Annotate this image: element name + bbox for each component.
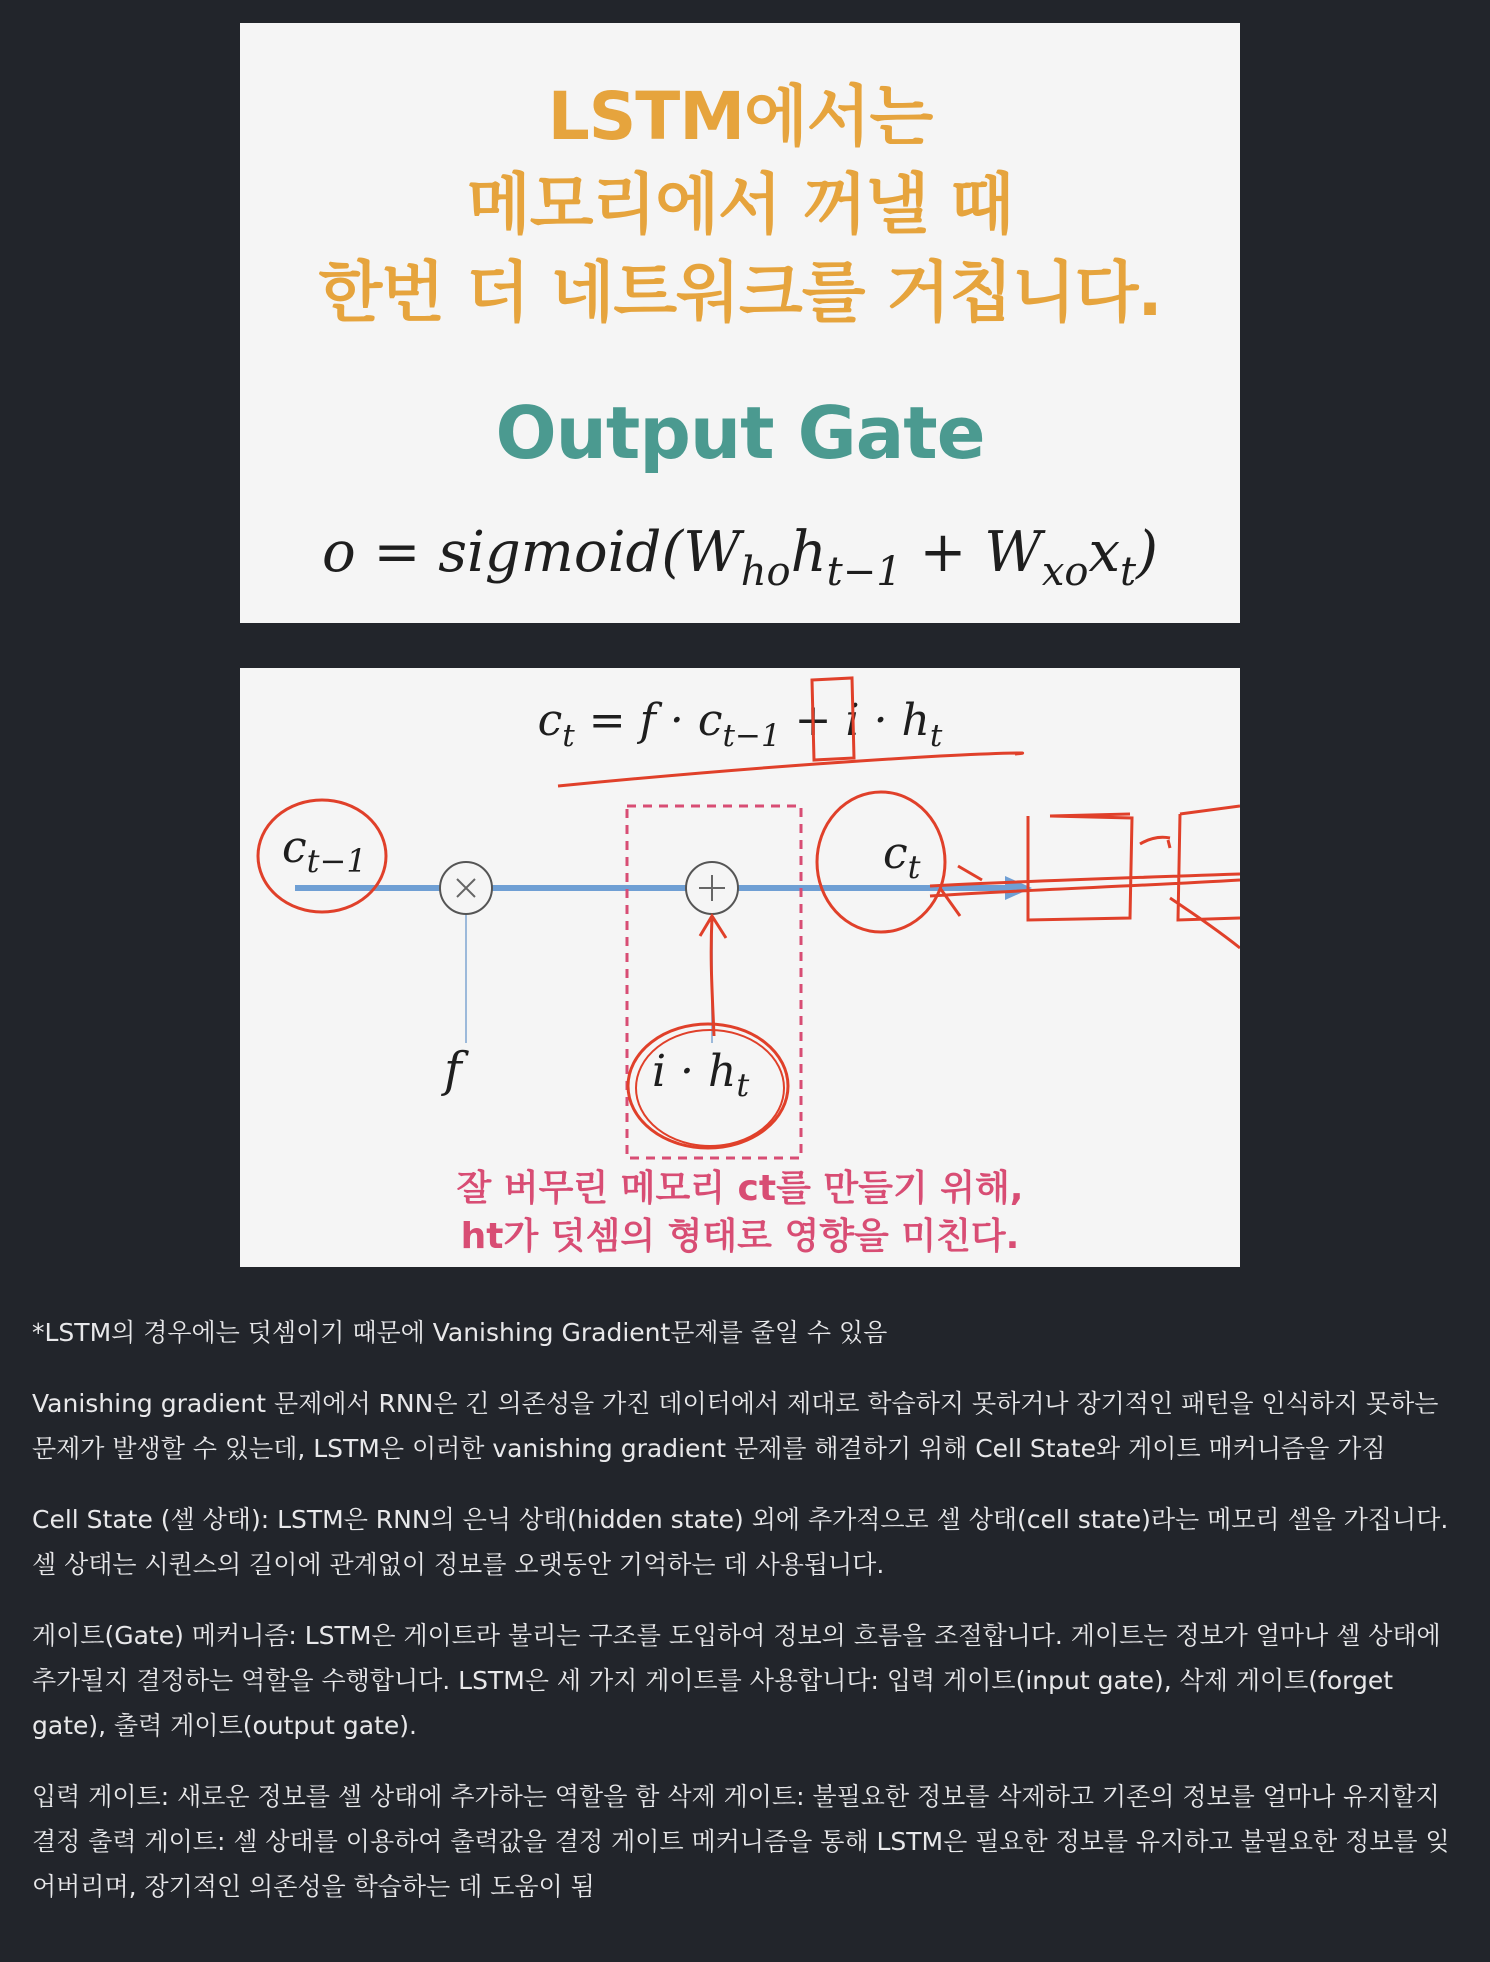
formula-w1: W — [683, 520, 741, 585]
cs-c2: c — [697, 695, 723, 746]
gate-title: Output Gate — [495, 391, 985, 475]
article-paragraph: Vanishing gradient 문제에서 RNN은 긴 의존성을 가진 데이터에서 제대로 학습하지 못하거나 장기적인 패턴을 인식하지 못하는 문제가 발생할 수 있는데, LSTM은 이러한 vanishing gradient 문제를 해결하기 위해 Cell State와 게이트 매커니즘을 가짐 — [32, 1389, 1439, 1463]
formula-x-sub: t — [1120, 549, 1137, 595]
article-paragraph: *LSTM의 경우에는 덧셈이기 때문에 Vanishing Gradient문제를 줄일 수 있음 — [32, 1318, 888, 1347]
diagram-caption — [240, 1165, 1240, 1261]
formula-eq: = — [355, 520, 439, 585]
headline-line-1: LSTM에서는 — [547, 78, 933, 155]
cs-i: i · h — [845, 695, 930, 746]
formula-w1-sub: ho — [740, 549, 791, 595]
cell-state-slide — [240, 668, 1240, 1267]
scribble-boxes — [930, 806, 1240, 948]
add-gate-dashed-box — [627, 806, 801, 1158]
formula-plus: + — [901, 520, 985, 585]
headline-line-2: 메모리에서 꺼낼 때 — [466, 166, 1013, 243]
formula-func: sigmoid( — [438, 520, 684, 585]
formula-close: ) — [1136, 520, 1158, 585]
formula-h: h — [790, 520, 827, 585]
cs-c2-sub: t−1 — [722, 718, 781, 754]
formula-w2: W — [984, 520, 1042, 585]
formula-x: x — [1088, 520, 1121, 585]
article-paragraph: 게이트(Gate) 메커니즘: LSTM은 게이트라 불리는 구조를 도입하여 정보의 흐름을 조절합니다. 게이트는 정보가 얼마나 셀 상태에 추가될지 결정하는 역할을 수행합니다. LSTM은 세 가지 게이트를 사용합니다: 입력 게이트(input gate), 삭제 게이트(forget gate), 출력 게이트(output gate). — [32, 1621, 1441, 1740]
formula-h-sub: t−1 — [826, 549, 902, 595]
caption-line-2: ht가 덧셈의 형태로 영향을 미친다. — [460, 1216, 1020, 1257]
f-label: f — [444, 1042, 462, 1098]
formula-lhs: o — [322, 520, 356, 585]
slide-headline — [240, 73, 1240, 337]
c-t-circle — [817, 792, 945, 932]
ih-label: $i \cdot h_t$ — [652, 1046, 750, 1104]
article-body — [32, 1310, 1452, 1935]
output-gate-formula — [240, 513, 1240, 612]
formula-underline — [558, 753, 1023, 786]
output-gate-slide — [240, 23, 1240, 623]
cs-plus: + — [780, 695, 846, 746]
plus-highlight-box — [812, 678, 854, 760]
article-paragraph: 입력 게이트: 새로운 정보를 셀 상태에 추가하는 역할을 함 삭제 게이트: 불필요한 정보를 삭제하고 기존의 정보를 얼마나 유지할지 결정 출력 게이트: 셀 상태를 이용하여 출력값을 결정 게이트 메커니즘을 통해 LSTM은 필요한 정보를 유지하고 불필요한 정보를 잊어버리며, 장기적인 의존성을 학습하는 데 도움이 됨 — [32, 1782, 1450, 1901]
c-prev-label: $c_{t-1}$ — [282, 822, 367, 880]
caption-line-1: 잘 버무린 메모리 ct를 만들기 위해, — [456, 1168, 1024, 1209]
headline-line-3: 한번 더 네트워크를 거칩니다. — [318, 254, 1162, 331]
article-paragraph: Cell State (셀 상태): LSTM은 RNN의 은닉 상태(hidden state) 외에 추가적으로 셀 상태(cell state)라는 메모리 셀을 가집니다. 셀 상태는 시퀀스의 길이에 관계없이 정보를 오랫동안 기억하는 데 사용됩니다. — [32, 1505, 1449, 1579]
formula-w2-sub: xo — [1041, 549, 1089, 595]
cs-eq: = f · — [574, 695, 698, 746]
cs-c-sub: t — [562, 718, 575, 754]
cs-c: c — [537, 695, 563, 746]
cs-i-sub: t — [929, 718, 943, 754]
c-t-label: $c_t$ — [883, 828, 921, 886]
